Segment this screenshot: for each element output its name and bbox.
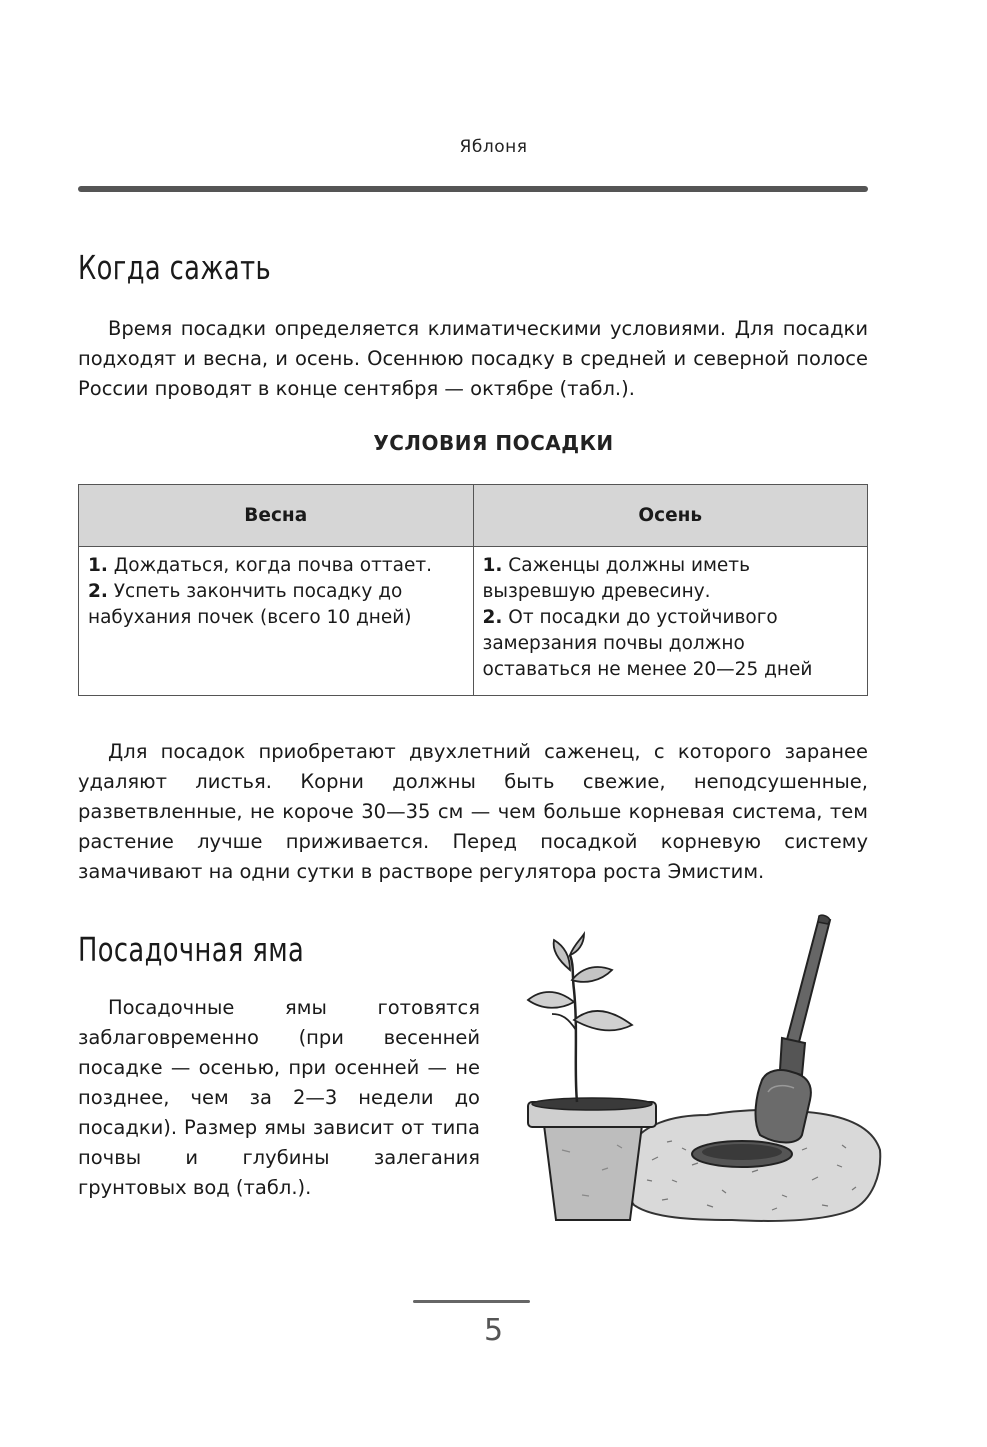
autumn-item-1: 1. Саженцы должны иметь вызревшую древесину. (482, 555, 750, 602)
spring-item-1: 1. Дождаться, когда почва оттает. (88, 555, 433, 576)
footer-rule (413, 1300, 530, 1303)
planting-conditions-table (78, 484, 868, 696)
spring-item-2: 2. Успеть закончить посадку до набухания почек (всего 10 дней) (88, 581, 412, 628)
seedling-icon (528, 934, 632, 1102)
table-title: УСЛОВИЯ ПОСАДКИ (373, 431, 614, 455)
table-row (79, 547, 868, 696)
autumn-item-2: 2. От посадки до устойчивого замерзания почвы должно оставаться не менее 20—25 дней (482, 607, 813, 680)
page-number: 5 (483, 1313, 504, 1348)
section-heading-when-to-plant: Когда сажать (78, 248, 272, 287)
shovel-icon (756, 915, 830, 1142)
column-header-spring: Весна (79, 485, 474, 547)
planting-hole-inner-icon (702, 1144, 782, 1160)
header-rule (78, 186, 868, 192)
column-header-autumn: Осень (473, 485, 868, 547)
autumn-cell (473, 547, 868, 696)
spring-cell (79, 547, 474, 696)
table-header-row (79, 485, 868, 547)
paragraph-text: Время посадки определяется климатическими условиями. Для посадки подходят и весна, и осень. Осеннюю посадку в средней и северной полосе России проводят в конце сентября — октябре (табл.). (78, 317, 868, 400)
paragraph-text: Посадочные ямы готовятся заблаговременно (при весенней посадке — осенью, при осенней — не позднее, чем за 2—3 недели до посадки). Размер ямы зависит от типа почвы и глубины залегания грунтовых вод (табл.). (78, 996, 480, 1199)
section-heading-planting-pit: Посадочная яма (78, 930, 305, 969)
paragraph-planting-pit (78, 993, 480, 1203)
paragraph-planting-time (78, 314, 868, 404)
running-head: Яблоня (459, 137, 528, 157)
paragraph-seedlings (78, 737, 868, 887)
paragraph-text: Для посадок приобретают двухлетний саженец, с которого заранее удаляют листья. Корни должны быть свежие, неподсушенные, разветвленные, не короче 30—35 см — чем больше корневая система, тем растение лучше приживается. Перед посадкой корневую систему замачивают на одни сутки в растворе регулятора роста Эмистим. (78, 740, 868, 883)
seedling-pot-and-shovel-illustration (522, 910, 882, 1225)
